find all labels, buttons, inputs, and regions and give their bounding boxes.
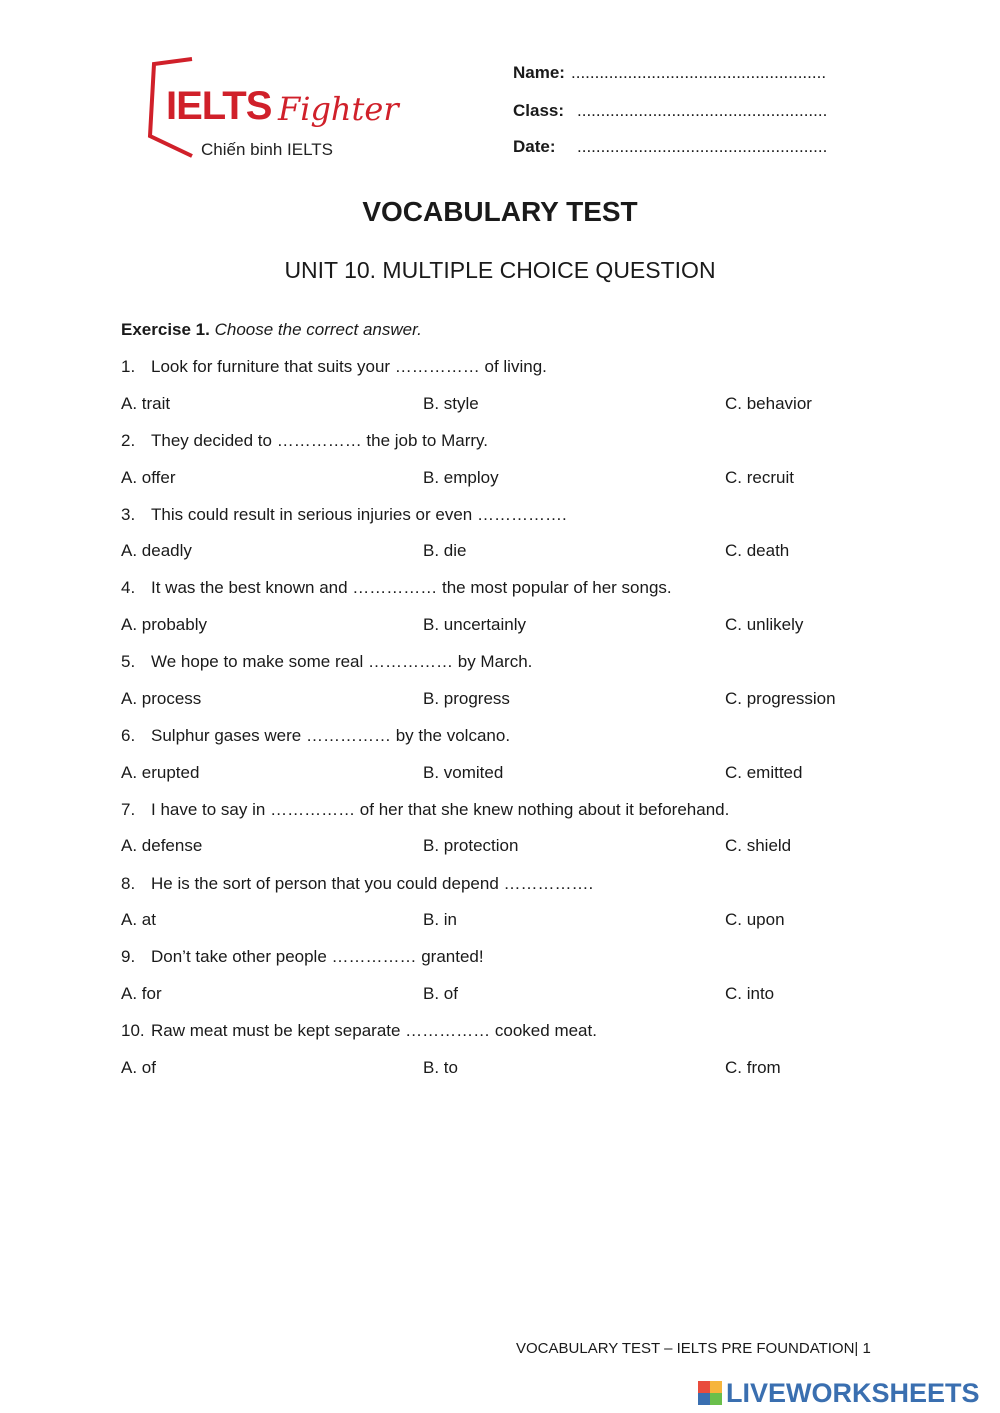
question-3	[121, 505, 567, 525]
question-number: 2.	[121, 431, 136, 450]
question-9	[121, 947, 484, 967]
question-number: 9.	[121, 947, 136, 966]
question-6-option-b[interactable]: B. vomited	[423, 763, 504, 782]
question-text: Raw meat must be kept separate …………… cooked meat.	[151, 1021, 597, 1040]
question-7	[121, 800, 729, 820]
question-text: We hope to make some real …………… by March.	[151, 652, 533, 671]
question-number: 7.	[121, 800, 136, 819]
question-1-option-b[interactable]: B. style	[423, 394, 479, 413]
class-field[interactable]	[513, 101, 827, 121]
question-4-option-a[interactable]: A. probably	[121, 615, 207, 634]
question-4	[121, 578, 672, 598]
question-9-option-b[interactable]: B. of	[423, 984, 458, 1003]
logo-tagline: Chiến binh IELTS	[201, 140, 333, 159]
question-10-option-a[interactable]: A. of	[121, 1058, 156, 1077]
question-9-option-a[interactable]: A. for	[121, 984, 162, 1003]
question-10-option-b[interactable]: B. to	[423, 1058, 458, 1077]
liveworksheets-text: LIVEWORKSHEETS	[726, 1377, 980, 1408]
question-2-option-c[interactable]: C. recruit	[725, 468, 794, 487]
question-text: He is the sort of person that you could depend …………….	[151, 874, 594, 893]
question-text: Look for furniture that suits your …………… of living.	[151, 357, 547, 376]
question-5-option-a[interactable]: A. process	[121, 689, 202, 708]
question-4-option-b[interactable]: B. uncertainly	[423, 615, 526, 634]
question-6-option-a[interactable]: A. erupted	[121, 763, 200, 782]
liveworksheets-watermark[interactable]	[698, 1376, 980, 1410]
question-text: Sulphur gases were …………… by the volcano.	[151, 726, 511, 745]
question-3-option-b[interactable]: B. die	[423, 541, 467, 560]
page-footer: VOCABULARY TEST – IELTS PRE FOUNDATION| 1	[516, 1340, 871, 1357]
date-dots: .....................................................	[577, 137, 828, 156]
question-3-option-a[interactable]: A. deadly	[121, 541, 192, 560]
question-8-option-a[interactable]: A. at	[121, 910, 156, 929]
class-label: Class:	[513, 101, 565, 120]
question-number: 5.	[121, 652, 136, 671]
question-5-option-c[interactable]: C. progression	[725, 689, 836, 708]
exercise-instruction: Choose the correct answer.	[214, 320, 422, 339]
ielts-fighter-logo	[146, 56, 399, 166]
class-dots: .....................................................	[577, 101, 828, 120]
question-5-option-b[interactable]: B. progress	[423, 689, 510, 708]
question-2-option-b[interactable]: B. employ	[423, 468, 499, 487]
question-7-option-b[interactable]: B. protection	[423, 836, 519, 855]
page-title: VOCABULARY TEST	[362, 196, 638, 227]
question-number: 3.	[121, 505, 136, 524]
question-10-option-c[interactable]: C. from	[725, 1058, 781, 1077]
question-3-option-c[interactable]: C. death	[725, 541, 790, 560]
question-9-option-c[interactable]: C. into	[725, 984, 775, 1003]
date-label: Date:	[513, 137, 556, 156]
question-6-option-c[interactable]: C. emitted	[725, 763, 803, 782]
liveworksheets-logo-icon	[698, 1381, 722, 1405]
question-text: This could result in serious injuries or even …………….	[151, 505, 567, 524]
question-number: 4.	[121, 578, 136, 597]
question-8-option-b[interactable]: B. in	[423, 910, 458, 929]
question-1-option-c[interactable]: C. behavior	[725, 394, 812, 413]
page-subtitle: UNIT 10. MULTIPLE CHOICE QUESTION	[284, 257, 716, 283]
logo-brand-suffix: Fighter	[278, 90, 399, 128]
question-text: I have to say in …………… of her that she knew nothing about it beforehand.	[151, 800, 730, 819]
name-label: Name:	[513, 63, 565, 82]
question-text: Don’t take other people …………… granted!	[151, 947, 484, 966]
question-6	[121, 726, 510, 746]
question-4-option-c[interactable]: C. unlikely	[725, 615, 804, 634]
name-field[interactable]	[513, 63, 826, 83]
question-7-option-c[interactable]: C. shield	[725, 836, 792, 855]
question-2-option-a[interactable]: A. offer	[121, 468, 176, 487]
question-number: 10.	[121, 1021, 145, 1040]
question-7-option-a[interactable]: A. defense	[121, 836, 203, 855]
question-5	[121, 652, 532, 672]
question-2	[121, 431, 488, 451]
question-8	[121, 874, 593, 894]
exercise-label: Exercise 1.	[121, 320, 210, 339]
question-number: 6.	[121, 726, 136, 745]
question-10	[121, 1021, 597, 1041]
question-1-option-a[interactable]: A. trait	[121, 394, 171, 413]
question-text: They decided to …………… the job to Marry.	[151, 431, 488, 450]
question-number: 1.	[121, 357, 136, 376]
question-8-option-c[interactable]: C. upon	[725, 910, 785, 929]
name-dots: ......................................................	[571, 63, 827, 82]
logo-brand: IELTS	[166, 84, 272, 128]
question-1	[121, 357, 547, 377]
date-field[interactable]	[513, 137, 827, 157]
exercise-heading	[121, 320, 422, 340]
question-number: 8.	[121, 874, 136, 893]
question-text: It was the best known and …………… the most popular of her songs.	[151, 578, 672, 597]
